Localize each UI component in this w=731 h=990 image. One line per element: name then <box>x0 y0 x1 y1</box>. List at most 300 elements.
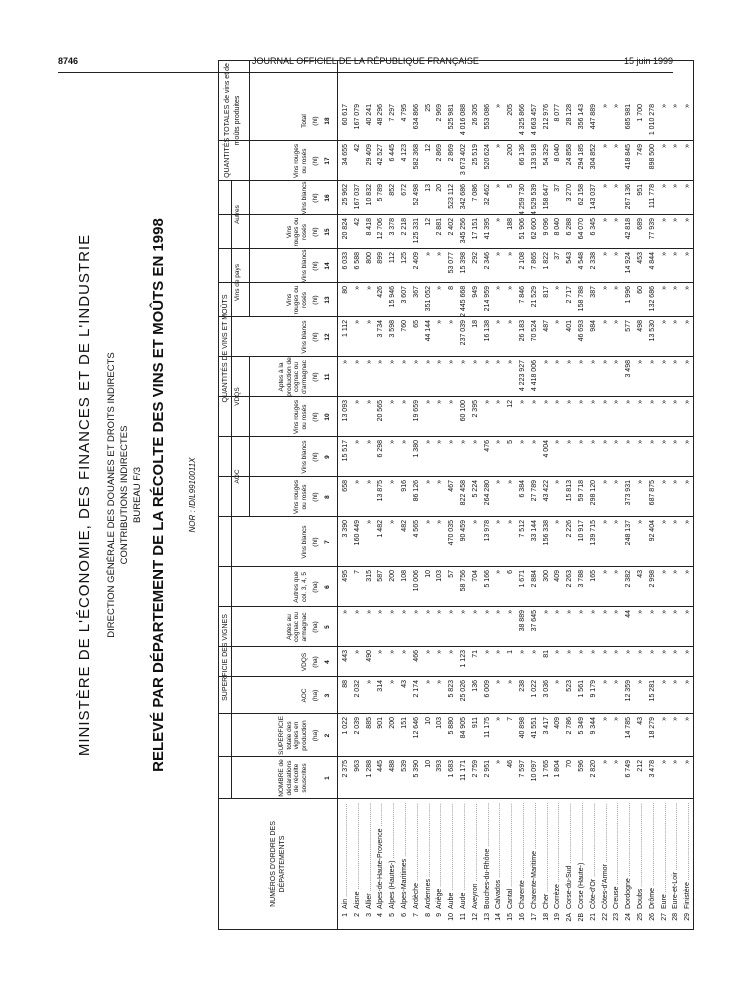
table-cell: » <box>495 144 503 148</box>
column-header: Vins rouges ou rosés <box>285 217 308 247</box>
table-cell: 409 <box>554 570 562 582</box>
row-number: 11 <box>460 913 467 921</box>
table-cell: 447 889 <box>589 104 597 130</box>
table-row <box>340 61 352 929</box>
table-cell: » <box>660 252 668 256</box>
table-cell: 60 100 <box>460 400 467 422</box>
table-cell: » <box>342 360 349 364</box>
column-number: 9 <box>324 455 331 459</box>
table-cell: 3 270 <box>566 184 574 202</box>
table-cell: 6 345 <box>589 218 597 236</box>
table-cell: » <box>660 104 668 108</box>
table-cell: » <box>365 286 373 290</box>
table-cell: 951 <box>637 184 644 196</box>
table-cell: » <box>519 650 526 654</box>
table-cell: 445 <box>377 760 385 772</box>
table-cell: 1 996 <box>625 286 633 304</box>
table-cell: 5 823 <box>448 680 456 698</box>
table-cell: 2 445 668 <box>460 285 467 317</box>
column-header: SUPERFICIE totale des vignes en production <box>278 716 308 756</box>
column-header: Vins rouges ou rosés <box>285 285 308 315</box>
table-cell: » <box>684 610 692 614</box>
column-unit: (hl) <box>312 537 319 547</box>
table-cell: 248 137 <box>625 520 633 546</box>
table-cell: » <box>672 650 680 654</box>
table-cell: 4 844 <box>648 252 656 270</box>
table-row <box>564 61 576 929</box>
table-cell: » <box>389 650 397 654</box>
column-header: Vins blancs <box>300 525 308 559</box>
table-cell: » <box>365 680 373 684</box>
table-cell: » <box>684 360 692 364</box>
row-number: 13 <box>483 913 491 921</box>
table-cell: » <box>495 680 503 684</box>
table-row <box>670 61 682 929</box>
table-cell: 10 <box>424 717 432 725</box>
table-cell: » <box>613 184 621 188</box>
table-cell: 37 <box>554 184 562 192</box>
table-cell: 11 175 <box>483 717 491 738</box>
table-cell: 6 288 <box>566 218 574 236</box>
table-cell: 367 <box>412 286 420 298</box>
table-cell: » <box>495 717 503 721</box>
column-number: 14 <box>324 262 331 270</box>
table-cell: » <box>684 400 692 404</box>
table-cell: » <box>637 680 644 684</box>
table-cell: » <box>471 360 479 364</box>
table-row <box>423 61 435 929</box>
table-cell: 25 962 <box>342 184 349 206</box>
table-cell: 12 <box>507 400 515 408</box>
table-cell: 2 346 <box>483 252 491 270</box>
table-cell: » <box>613 717 621 721</box>
table-cell: 12 646 <box>412 717 420 739</box>
table-cell: 103 <box>436 570 444 582</box>
table-cell: » <box>530 650 538 654</box>
table-cell: » <box>471 440 479 444</box>
table-cell: 13 978 <box>483 520 491 542</box>
table-cell: » <box>672 520 680 524</box>
table-cell: » <box>637 440 644 444</box>
department-name: Corrèze ..... <box>552 803 564 909</box>
table-cell: 749 <box>637 144 644 156</box>
table-cell: 520 624 <box>483 144 491 170</box>
table-cell: 539 <box>401 760 408 772</box>
column-number: 5 <box>324 625 331 629</box>
department-name: Côte-d'Or ..... <box>588 803 600 909</box>
department-name: Creuse ..... <box>611 803 623 909</box>
table-cell: 963 <box>353 760 361 772</box>
column-unit: (ha) <box>312 621 319 633</box>
table-cell: 685 981 <box>625 104 633 130</box>
table-cell: » <box>365 320 373 324</box>
table-cell: » <box>353 650 361 654</box>
table-cell: 10 <box>424 570 432 578</box>
table-cell: » <box>424 252 432 256</box>
column-unit: (ha) <box>312 689 319 702</box>
table-cell: » <box>672 760 680 764</box>
table-cell: 15 281 <box>648 680 656 702</box>
table-cell: 62 158 <box>578 184 585 206</box>
row-number: 2A <box>566 913 574 922</box>
table-cell: » <box>660 400 668 404</box>
department-name: Bouches-du-Rhône ..... <box>482 803 494 909</box>
table-cell: 2 174 <box>412 680 420 698</box>
table-cell: » <box>554 400 562 404</box>
table-cell: 40 241 <box>365 104 373 126</box>
table-cell: 90 459 <box>460 520 467 542</box>
table-cell: » <box>436 360 444 364</box>
table-cell: » <box>353 400 361 404</box>
table-cell: 911 <box>471 717 479 729</box>
table-cell: » <box>389 360 397 364</box>
table-cell: » <box>401 440 408 444</box>
table-cell: » <box>401 400 408 404</box>
table-cell: » <box>377 360 385 364</box>
direction-title: DIRECTION GÉNÉRALE DES DOUANES ET DROITS INDIRECTS <box>106 352 117 638</box>
table-cell: 6 298 <box>377 440 385 458</box>
table-cell: » <box>660 610 668 614</box>
column-unit: (hl) <box>312 261 319 271</box>
table-cell: 6 009 <box>483 680 491 698</box>
table-cell: 4 223 927 <box>519 360 526 392</box>
column-unit: (hl) <box>312 295 319 305</box>
table-row <box>611 61 623 929</box>
table-cell: 41 395 <box>483 218 491 240</box>
table-cell: » <box>424 610 432 614</box>
table-cell: 103 <box>436 717 444 729</box>
table-cell: » <box>684 252 692 256</box>
table-cell: » <box>660 680 668 684</box>
table-cell: » <box>554 440 562 444</box>
table-cell: 315 <box>365 570 373 582</box>
group-superficie: SUPERFICIE DES VIGNES <box>219 517 232 799</box>
table-cell: 800 <box>365 252 373 264</box>
row-number: 3 <box>365 913 373 917</box>
subgroup-vdqs: VDQS <box>232 357 250 437</box>
column-number: 2 <box>324 733 331 738</box>
table-cell: » <box>507 360 515 364</box>
table-cell: » <box>648 650 656 654</box>
table-cell: 13 <box>424 184 432 192</box>
table-cell: » <box>637 480 644 484</box>
table-cell: » <box>601 480 609 484</box>
table-cell: » <box>601 717 609 721</box>
department-name: Dordogne ..... <box>623 803 635 909</box>
table-cell: » <box>672 570 680 574</box>
row-number: 1 <box>342 913 349 917</box>
department-name: Doubs ..... <box>635 803 647 909</box>
table-cell: » <box>672 360 680 364</box>
table-cell: 60 617 <box>342 104 349 126</box>
table-cell: 59 718 <box>578 480 585 502</box>
table-cell: 582 368 <box>412 144 420 170</box>
table-cell: 77 939 <box>648 218 656 240</box>
table-cell: 4 016 088 <box>460 104 467 136</box>
table-cell: 62 600 <box>530 218 538 240</box>
table-cell: » <box>660 286 668 290</box>
row-number: 18 <box>542 913 550 921</box>
table-cell: » <box>613 570 621 574</box>
column-header: Vins blancs <box>300 320 308 354</box>
table-cell: 5 224 <box>471 480 479 498</box>
table-cell: » <box>554 680 562 684</box>
table-cell: » <box>660 440 668 444</box>
table-cell: » <box>412 610 420 614</box>
table-cell: » <box>448 610 456 614</box>
main-title: RELEVÉ PAR DÉPARTEMENT DE LA RÉCOLTE DES VINS ET MOÛTS EN 1998 <box>150 218 167 772</box>
table-cell: » <box>660 480 668 484</box>
column-unit: (ha) <box>312 729 319 742</box>
bureau-title: BUREAU F/3 <box>132 467 143 523</box>
table-cell: » <box>660 144 668 148</box>
column-number: 15 <box>324 228 331 236</box>
column-unit: (hl) <box>312 193 319 203</box>
table-cell: 13 530 <box>648 320 656 342</box>
table-cell: » <box>460 610 467 614</box>
table-cell: » <box>601 400 609 404</box>
department-name: Drôme ..... <box>647 803 659 909</box>
table-cell: 2 869 <box>436 144 444 162</box>
table-cell: » <box>589 650 597 654</box>
table-cell: 33 144 <box>530 520 538 542</box>
table-cell: 1 123 <box>460 650 467 668</box>
table-cell: » <box>660 184 668 188</box>
column-unit <box>310 757 322 799</box>
table-cell: » <box>424 400 432 404</box>
table-cell: 14 785 <box>625 717 633 739</box>
table-cell: 66 136 <box>519 144 526 166</box>
table-cell: » <box>672 184 680 188</box>
table-cell: » <box>389 680 397 684</box>
table-cell: 15 517 <box>342 440 349 462</box>
subgroup-vins-de-pays: Vins de pays <box>232 249 250 317</box>
table-cell: 5 789 <box>377 184 385 202</box>
table-cell: » <box>589 400 597 404</box>
table-cell: 7 297 <box>389 104 397 122</box>
table-cell: » <box>460 360 467 364</box>
table-cell: 373 931 <box>625 480 633 506</box>
table-cell: » <box>648 360 656 364</box>
row-number: 27 <box>660 913 668 921</box>
table-cell: » <box>495 760 503 764</box>
table-cell: 14 924 <box>625 252 633 274</box>
table-cell: 3 607 <box>401 286 408 304</box>
table-cell: 34 655 <box>342 144 349 166</box>
table-cell: 2 382 <box>625 570 633 588</box>
table-cell: 553 086 <box>483 104 491 130</box>
table-cell: 92 404 <box>648 520 656 542</box>
table-cell: 387 <box>589 286 597 298</box>
table-cell: » <box>389 520 397 524</box>
table-cell: » <box>495 184 503 188</box>
table-row <box>493 61 505 929</box>
table-cell: 984 <box>589 320 597 332</box>
table-cell: 1 380 <box>412 440 420 458</box>
table-cell: 3 417 <box>542 717 550 735</box>
table-cell: 2 951 <box>483 760 491 778</box>
table-cell: » <box>424 360 432 364</box>
table-row <box>517 61 529 929</box>
table-cell: 44 <box>625 610 633 618</box>
table-cell: » <box>507 680 515 684</box>
table-cell: 13 875 <box>377 480 385 502</box>
table-cell: » <box>684 480 692 484</box>
table-cell: » <box>672 480 680 484</box>
table-cell: 84 905 <box>460 717 467 739</box>
journal-title: JOURNAL OFFICIEL DE LA RÉPUBLIQUE FRANÇAISE <box>252 56 479 66</box>
table-cell: » <box>436 610 444 614</box>
table-cell: 43 <box>637 717 644 725</box>
table-cell: 7 512 <box>519 520 526 538</box>
table-cell: » <box>601 252 609 256</box>
table-cell: 898 500 <box>648 144 656 170</box>
department-name: Eure-et-Loir ..... <box>670 803 682 909</box>
table-cell: » <box>448 440 456 444</box>
row-number: 15 <box>507 913 515 921</box>
table-cell: » <box>684 760 692 764</box>
table-cell: 8 040 <box>554 218 562 236</box>
table-cell: » <box>365 440 373 444</box>
table-cell: 5 166 <box>483 570 491 588</box>
table-row <box>411 61 423 929</box>
table-row <box>458 61 470 929</box>
table-cell: » <box>613 650 621 654</box>
table-cell: » <box>613 252 621 256</box>
table-cell: » <box>578 360 585 364</box>
department-name: Aisne ..... <box>352 803 364 909</box>
table-cell: 4 565 <box>412 520 420 538</box>
table-cell: » <box>519 440 526 444</box>
table-cell: » <box>448 650 456 654</box>
column-header: AOC <box>300 688 308 703</box>
table-cell: » <box>554 286 562 290</box>
table-cell: 212 976 <box>542 104 550 130</box>
row-number: 25 <box>637 913 644 921</box>
table-cell: 156 338 <box>542 520 550 546</box>
table-cell: 4 529 539 <box>530 183 538 215</box>
table-cell: » <box>637 360 644 364</box>
table-row <box>659 61 671 929</box>
table-cell: 2 395 <box>471 400 479 418</box>
table-cell: » <box>353 440 361 444</box>
table-cell: 1 <box>507 650 515 654</box>
table-cell: » <box>495 360 503 364</box>
table-cell: » <box>672 104 680 108</box>
table-row <box>576 61 588 929</box>
table-cell: 38 889 <box>519 610 526 632</box>
table-cell: 543 <box>566 252 574 264</box>
table-cell: 53 077 <box>448 252 456 274</box>
table-cell: » <box>672 717 680 721</box>
table-cell: 9 179 <box>589 680 597 698</box>
table-cell: 188 <box>507 218 515 230</box>
table-cell: » <box>613 218 621 222</box>
table-cell: 60 <box>637 286 644 294</box>
table-cell: 498 <box>637 320 644 332</box>
table-cell: » <box>601 184 609 188</box>
department-name: Cher ..... <box>541 803 553 909</box>
table-cell: 12 706 <box>377 218 385 240</box>
table-cell: 1 700 <box>637 104 644 122</box>
table-cell: 1 671 <box>519 570 526 588</box>
table-cell: 418 845 <box>625 144 633 170</box>
nor-reference: NOR : IDIL9910011X <box>188 457 197 533</box>
table-cell: » <box>448 400 456 404</box>
table-cell: » <box>684 650 692 654</box>
table-cell: 200 <box>389 570 397 582</box>
table-cell: » <box>554 610 562 614</box>
table-cell: 15 398 <box>460 252 467 274</box>
table-cell: » <box>483 400 491 404</box>
table-cell: » <box>613 104 621 108</box>
table-cell: 37 <box>554 252 562 260</box>
table-cell: 2 375 <box>342 760 349 778</box>
table-cell: » <box>613 144 621 148</box>
table-cell: » <box>637 520 644 524</box>
table-cell: 523 112 <box>448 184 456 209</box>
table-cell: 1 561 <box>578 680 585 698</box>
table-cell: » <box>601 104 609 108</box>
table-cell: » <box>542 610 550 614</box>
row-number: 16 <box>519 913 526 921</box>
table-cell: 9 096 <box>542 218 550 236</box>
table-cell: 488 <box>389 760 397 772</box>
table-cell: » <box>448 360 456 364</box>
table-cell: 4 259 730 <box>519 183 526 215</box>
table-cell: » <box>353 480 361 484</box>
department-name: Corse-du-Sud ..... <box>564 803 576 909</box>
department-name: Aube ..... <box>446 803 458 909</box>
table-cell: » <box>601 218 609 222</box>
table-cell: » <box>684 440 692 444</box>
table-cell: » <box>589 440 597 444</box>
department-name: Ardèche ..... <box>411 803 423 909</box>
table-cell: » <box>601 760 609 764</box>
department-name: Alpes-de-Haute-Provence ..... <box>375 803 387 909</box>
table-cell: » <box>519 400 526 404</box>
table-cell: 7 <box>507 717 515 721</box>
table-cell: 490 <box>365 650 373 662</box>
table-cell: 476 <box>483 440 491 452</box>
table-cell: 8 040 <box>554 144 562 162</box>
table-row <box>623 61 635 929</box>
table-row <box>682 61 694 929</box>
table-cell: » <box>471 610 479 614</box>
table-cell: 43 <box>637 570 644 578</box>
table-cell: 70 524 <box>530 320 538 342</box>
table-cell: 817 <box>542 286 550 298</box>
table-cell: » <box>436 286 444 290</box>
table-cell: 54 329 <box>542 144 550 166</box>
table-cell: 20 <box>436 184 444 192</box>
table-cell: 3 390 <box>342 520 349 538</box>
table-cell: » <box>613 360 621 364</box>
table-cell: 1 022 <box>530 680 538 698</box>
table-cell: » <box>495 570 503 574</box>
table-row <box>647 61 659 929</box>
table-cell: 704 <box>471 570 479 582</box>
department-name: Ardennes ..... <box>423 803 435 909</box>
table-cell: » <box>483 360 491 364</box>
column-header: Aptes au cognac ou armagnac <box>285 612 308 642</box>
table-cell: 6 445 <box>389 144 397 162</box>
table-cell: 10 <box>424 760 432 768</box>
table-cell: 71 <box>471 650 479 658</box>
row-number: 19 <box>554 913 562 921</box>
row-number: 12 <box>471 913 479 921</box>
table-cell: 167 037 <box>353 184 361 210</box>
